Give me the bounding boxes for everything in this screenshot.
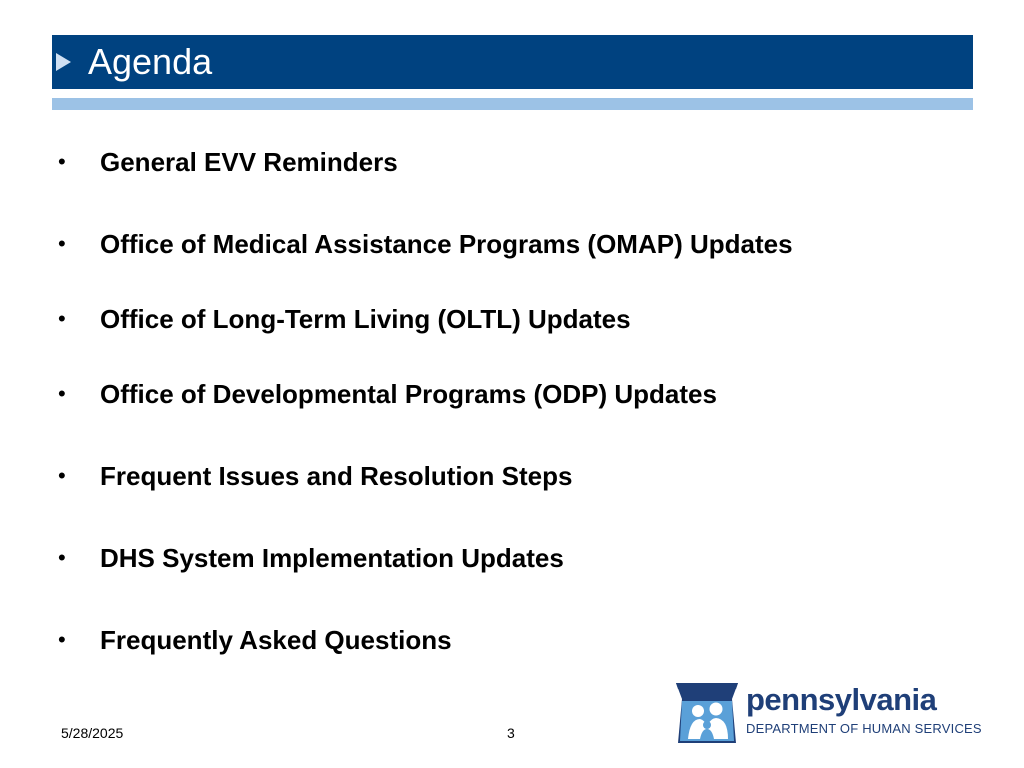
keystone-family-icon: [674, 681, 740, 745]
logo-name: pennsylvania: [746, 682, 937, 717]
agenda-item-text: Office of Developmental Programs (ODP) Updates: [100, 379, 717, 409]
bullet-icon: •: [58, 381, 66, 406]
agenda-item-text: Office of Long-Term Living (OLTL) Updates: [100, 304, 631, 334]
pa-dhs-logo: [674, 681, 984, 747]
agenda-item-text: DHS System Implementation Updates: [100, 543, 564, 573]
bullet-icon: •: [58, 149, 66, 174]
agenda-item-text: General EVV Reminders: [100, 147, 398, 177]
bullet-icon: •: [58, 545, 66, 570]
page-number: 3: [507, 725, 515, 741]
logo-department: DEPARTMENT OF HUMAN SERVICES: [746, 721, 982, 736]
bullet-icon: •: [58, 463, 66, 488]
footer-date: 5/28/2025: [61, 725, 124, 741]
bullet-icon: •: [58, 627, 66, 652]
title-bar: [52, 35, 973, 89]
agenda-item-text: Frequently Asked Questions: [100, 625, 452, 655]
title-stripe: [52, 98, 973, 110]
slide-title: Agenda: [88, 41, 213, 82]
agenda-item-text: Frequent Issues and Resolution Steps: [100, 461, 573, 491]
title-arrow-icon: [56, 53, 71, 71]
bullet-icon: •: [58, 306, 66, 331]
agenda-item-text: Office of Medical Assistance Programs (OMAP) Updates: [100, 229, 793, 259]
bullet-icon: •: [58, 231, 66, 256]
